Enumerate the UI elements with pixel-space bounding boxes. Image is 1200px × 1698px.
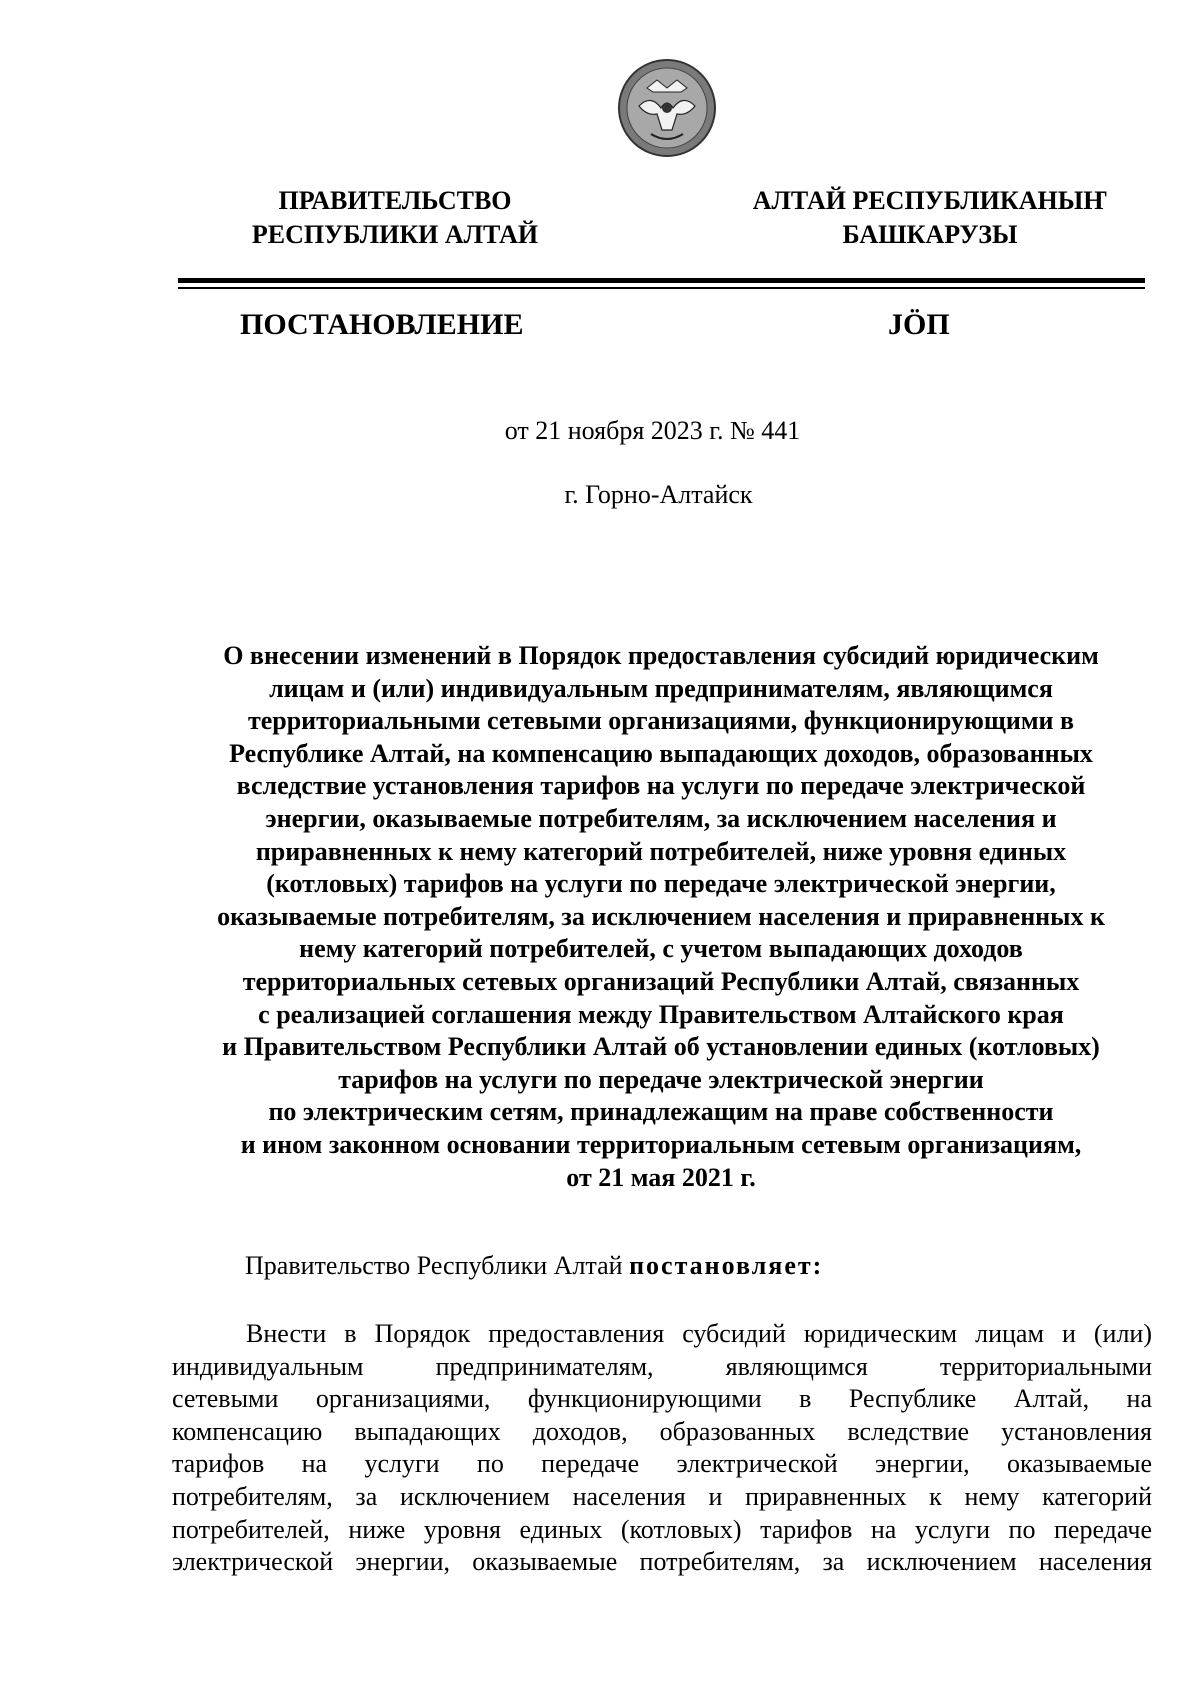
body-line: тарифов на услуги по передаче электрической энергии, оказываемые	[172, 1449, 1152, 1479]
document-date-number: от 21 ноября 2023 г. № 441	[504, 416, 801, 445]
body-line: Внести в Порядок предоставления субсидий юридическим лицам и (или)	[246, 1319, 1152, 1348]
org-name-altai	[730, 184, 1130, 252]
body-line: компенсацию выпадающих доходов, образованных вследствие установления	[172, 1416, 1152, 1446]
title-line: приравненных к нему категорий потребителей, ниже уровня единых	[255, 836, 1067, 866]
org-name-russian	[230, 184, 560, 252]
document-title	[170, 640, 1152, 1194]
title-line: нему категорий потребителей, с учетом выпадающих доходов	[299, 934, 1023, 964]
title-line: тарифов на услуги по передаче электрической энергии	[338, 1064, 984, 1094]
doc-type-altai: JÖП	[888, 308, 950, 341]
body-line: индивидуальным предпринимателям, являющимся территориальными	[172, 1351, 1152, 1381]
title-line: лицам и (или) индивидуальным предпринимателям, являющимся	[269, 673, 1053, 703]
title-line: территориальных сетевых организаций Республики Алтай, связанных	[242, 966, 1080, 996]
body-line: электрической энергии, оказываемые потребителям, за исключением населения	[172, 1547, 1152, 1577]
title-line: с реализацией соглашения между Правительством Алтайского края	[258, 999, 1064, 1029]
doc-type-russian: ПОСТАНОВЛЕНИЕ	[240, 308, 524, 341]
body-line: потребителям, за исключением населения и приравненных к нему категорий	[172, 1481, 1152, 1511]
header-divider-thin	[178, 287, 1145, 289]
title-line: оказываемые потребителям, за исключением населения и приравненных к	[217, 901, 1105, 931]
document-city: г. Горно-Алтайск	[564, 480, 753, 509]
body-paragraph	[172, 1318, 1152, 1579]
title-line: Республике Алтай, на компенсацию выпадающих доходов, образованных	[229, 738, 1093, 768]
title-line: по электрическим сетям, принадлежащим на праве собственности	[268, 1097, 1054, 1127]
header-divider-thick	[178, 278, 1145, 283]
title-line: от 21 мая 2021 г.	[566, 1162, 756, 1192]
body-line: потребителей, ниже уровня единых (котловых) тарифов на услуги по передаче	[172, 1514, 1152, 1544]
title-line: вследствие установления тарифов на услуги по передаче электрической	[236, 771, 1086, 801]
title-line: О внесении изменений в Порядок предоставления субсидий юридическим	[223, 641, 1099, 670]
title-line: энергии, оказываемые потребителям, за исключением населения и	[265, 803, 1057, 833]
org-name-line: БАШКАРУЗЫ	[842, 220, 1018, 249]
title-line: и ином законном основании территориальным сетевым организациям,	[240, 1129, 1082, 1159]
preamble	[245, 1249, 823, 1283]
title-line: территориальными сетевыми организациями, функционирующими в	[247, 706, 1075, 736]
preamble-subject: Правительство Республики Алтай	[245, 1251, 623, 1280]
title-line: (котловых) тарифов на услуги по передаче электрической энергии,	[266, 869, 1056, 899]
org-name-line: АЛТАЙ РЕСПУБЛИКАНЫҤ	[752, 186, 1108, 215]
title-line: и Правительством Республики Алтай об установлении единых (котловых)	[222, 1032, 1100, 1062]
org-name-line: РЕСПУБЛИКИ АЛТАЙ	[251, 220, 539, 249]
org-name-line: ПРАВИТЕЛЬСТВО	[278, 186, 512, 215]
body-line: сетевыми организациями, функционирующими в Республике Алтай, на	[172, 1384, 1152, 1414]
altai-coat-of-arms-icon	[617, 58, 717, 158]
preamble-verb: постановляет:	[629, 1251, 824, 1280]
